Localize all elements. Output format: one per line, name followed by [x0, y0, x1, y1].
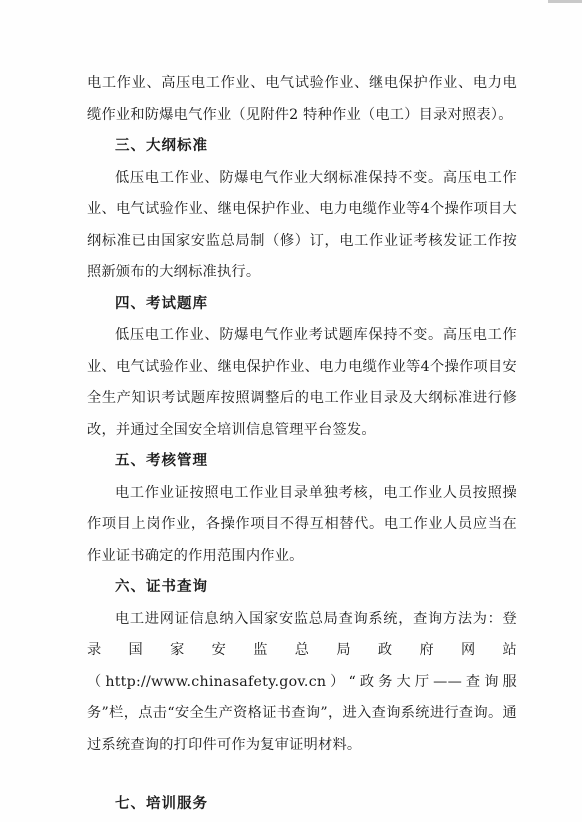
scan-edge-mark [548, 0, 582, 3]
document-body [87, 68, 517, 821]
intro-paragraph: 电工作业、高压电工作业、电气试验作业、继电保护作业、电力电缆作业和防爆电气作业（见附件2 特种作业（电工）目录对照表）。 [87, 75, 517, 123]
section-heading-assessment: 五、考核管理 [115, 453, 208, 469]
section-paragraph-question-bank: 低压电工作业、防爆电气作业考试题库保持不变。高压电工作业、电气试验作业、继电保护作业、电力电缆作业等4个操作项目安全生产知识考试题库按照调整后的电工作业目录及大纲标准进行修改，并通过全国安全培训信息管理平台签发。 [87, 327, 517, 438]
section-paragraph-certificate-query: 电工进网证信息纳入国家安监总局查询系统，查询方法为：登录国家安监总局政府网站（http://www.chinasafety.gov.cn）“政务大厅——查询服务”栏，点击“安全生产资格证书查询”，进入查询系统进行查询。通过系统查询的打印件可作为复审证明材料。 [87, 610, 517, 753]
section-paragraph-assessment: 电工作业证按照电工作业目录单独考核，电工作业人员按照操作项目上岗作业，各操作项目不得互相替代。电工作业人员应当在作业证书确定的作用范围内作业。 [87, 484, 517, 564]
section-heading-training-service: 七、培训服务 [115, 796, 208, 812]
section-heading-question-bank: 四、考试题库 [115, 295, 208, 312]
section-heading-certificate-query: 六、证书查询 [115, 579, 208, 595]
section-heading-syllabus: 三、大纲标准 [115, 138, 208, 154]
section-paragraph-syllabus: 低压电工作业、防爆电气作业大纲标准保持不变。高压电工作业、电气试验作业、继电保护作业、电力电缆作业等4个操作项目大纲标准已由国家安监总局制（修）订，电工作业证考核发证工作按照新颁布的大纲标准执行。 [87, 169, 517, 280]
section-spacer [87, 761, 517, 789]
